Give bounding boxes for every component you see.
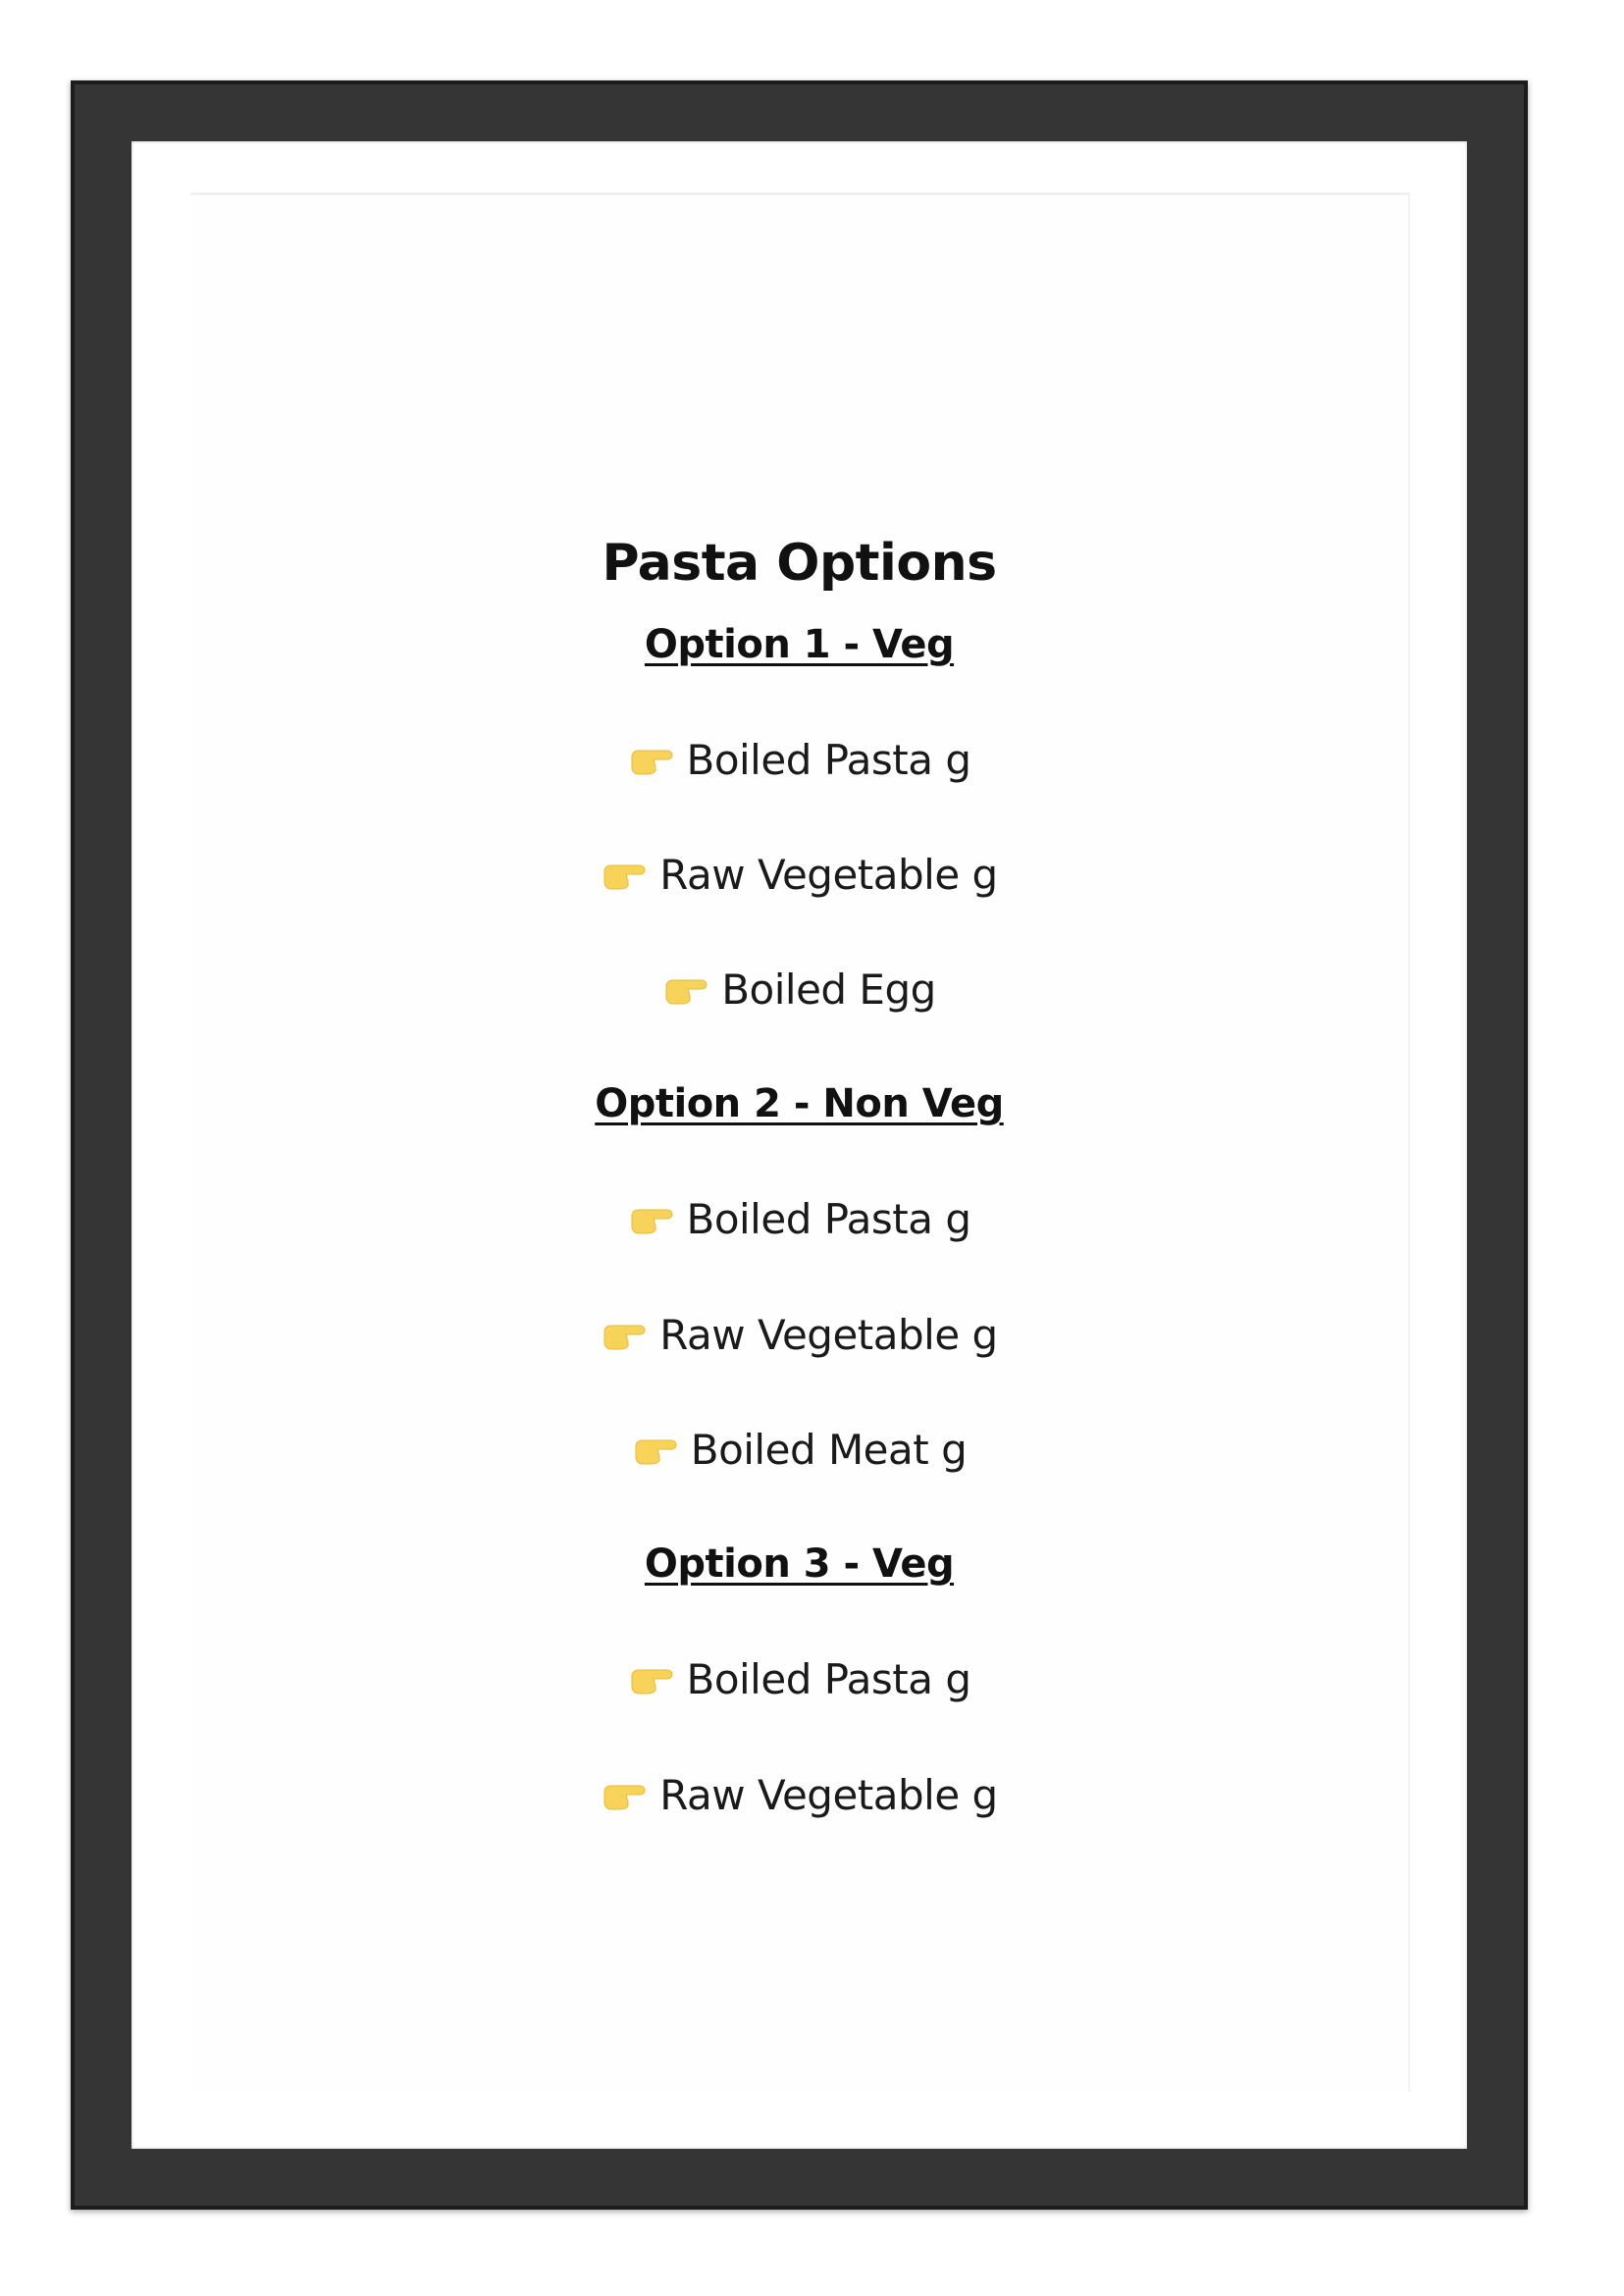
frame-mat [131, 141, 1467, 2149]
section-heading-option-1: Option 1 - Veg [644, 622, 955, 667]
list-item: Boiled Pasta g [190, 1192, 1408, 1247]
list-item: Raw Vegetable g [190, 1308, 1408, 1363]
pointing-right-hand-icon [628, 1202, 673, 1235]
list-item: Raw Vegetable g [190, 848, 1408, 903]
list-item: Boiled Pasta g [190, 733, 1408, 788]
pointing-right-hand-icon [632, 1433, 677, 1466]
page-title: Pasta Options [602, 534, 997, 593]
list-item: Boiled Meat g [190, 1423, 1408, 1478]
document-page [190, 192, 1410, 2092]
list-item: Boiled Pasta g [190, 1652, 1408, 1707]
list-item: Boiled Egg [190, 963, 1408, 1018]
section-heading-option-3: Option 3 - Veg [644, 1541, 955, 1587]
pointing-right-hand-icon [601, 1778, 646, 1811]
pointing-right-hand-icon [628, 1662, 673, 1696]
section-heading-option-2: Option 2 - Non Veg [595, 1081, 1004, 1126]
picture-frame [71, 80, 1528, 2210]
list-item: Raw Vegetable g [190, 1768, 1408, 1823]
pointing-right-hand-icon [601, 1318, 646, 1351]
pointing-right-hand-icon [601, 858, 646, 891]
pointing-right-hand-icon [628, 743, 673, 776]
pointing-right-hand-icon [662, 972, 707, 1006]
